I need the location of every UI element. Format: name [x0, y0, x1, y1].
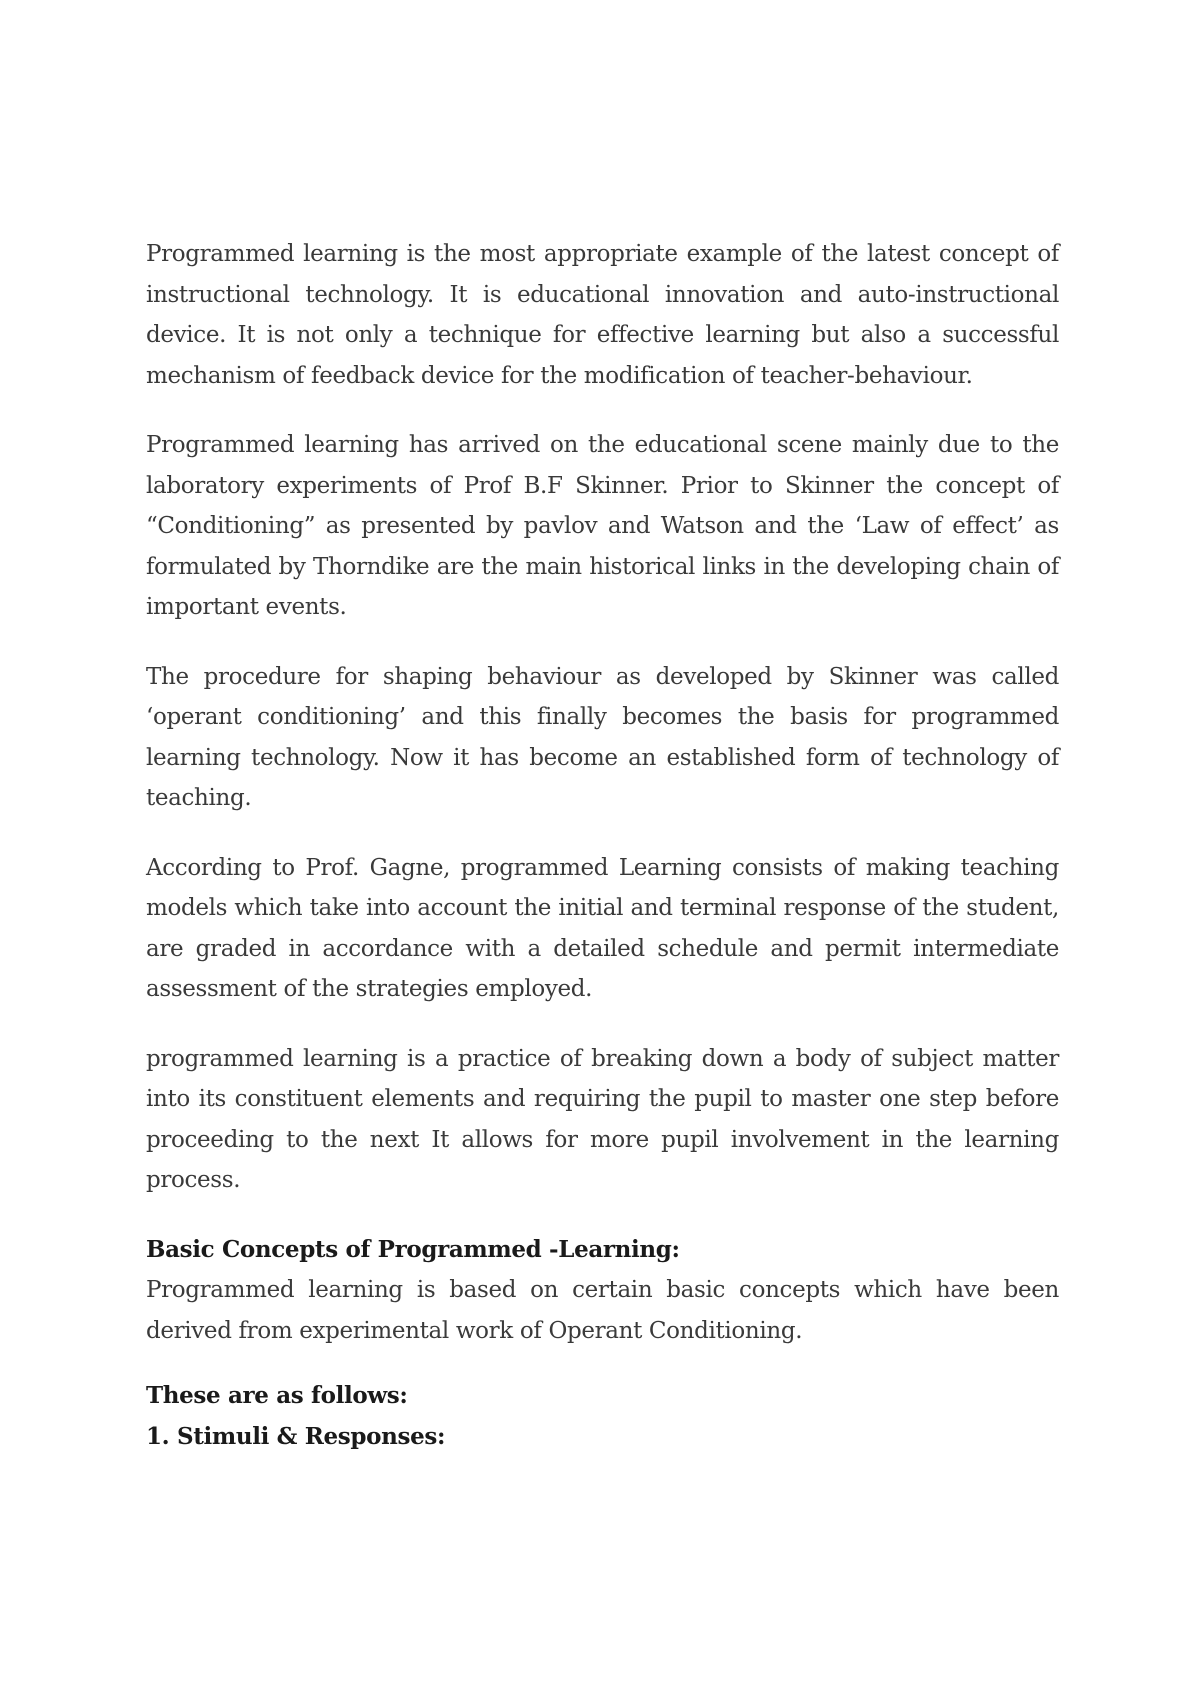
paragraph-intro: Programmed learning is the most appropriate example of the latest concept of instructional technology. It is educational innovation and auto-instructional device. It is not only a technique for effective learning but also a successful mechanism of feedback device for the modification of teacher-behaviour.	[146, 241, 1059, 389]
paragraph-operant-conditioning: The procedure for shaping behaviour as developed by Skinner was called ‘operant conditioning’ and this finally becomes the basis for programmed learning technology. Now it has become an established form of technology of teaching.	[146, 663, 1059, 811]
list-intro-heading: These are as follows:	[146, 1382, 408, 1409]
paragraph-practice: programmed learning is a practice of breaking down a body of subject matter into its constituent elements and requiring the pupil to master one step before proceeding to the next It allows for more pupil involvement in the learning process.	[146, 1045, 1059, 1193]
document-body	[146, 234, 1059, 1457]
paragraph-gagne-definition: According to Prof. Gagne, programmed Learning consists of making teaching models which take into account the initial and terminal response of the student, are graded in accordance with a detailed schedule and permit intermediate assessment of the strategies employed.	[146, 854, 1059, 1002]
section-heading: Basic Concepts of Programmed -Learning:	[146, 1235, 680, 1263]
section-paragraph: Programmed learning is based on certain basic concepts which have been derived from experimental work of Operant Conditioning.	[146, 1277, 1059, 1344]
paragraph-history: Programmed learning has arrived on the educational scene mainly due to the laboratory experiments of Prof B.F Skinner. Prior to Skinner the concept of “Conditioning” as presented by pavlov and Watson and the ‘Law of effect’ as formulated by Thorndike are the main historical links in the developing chain of important events.	[146, 432, 1059, 620]
list-item-heading: 1. Stimuli & Responses:	[146, 1422, 446, 1450]
